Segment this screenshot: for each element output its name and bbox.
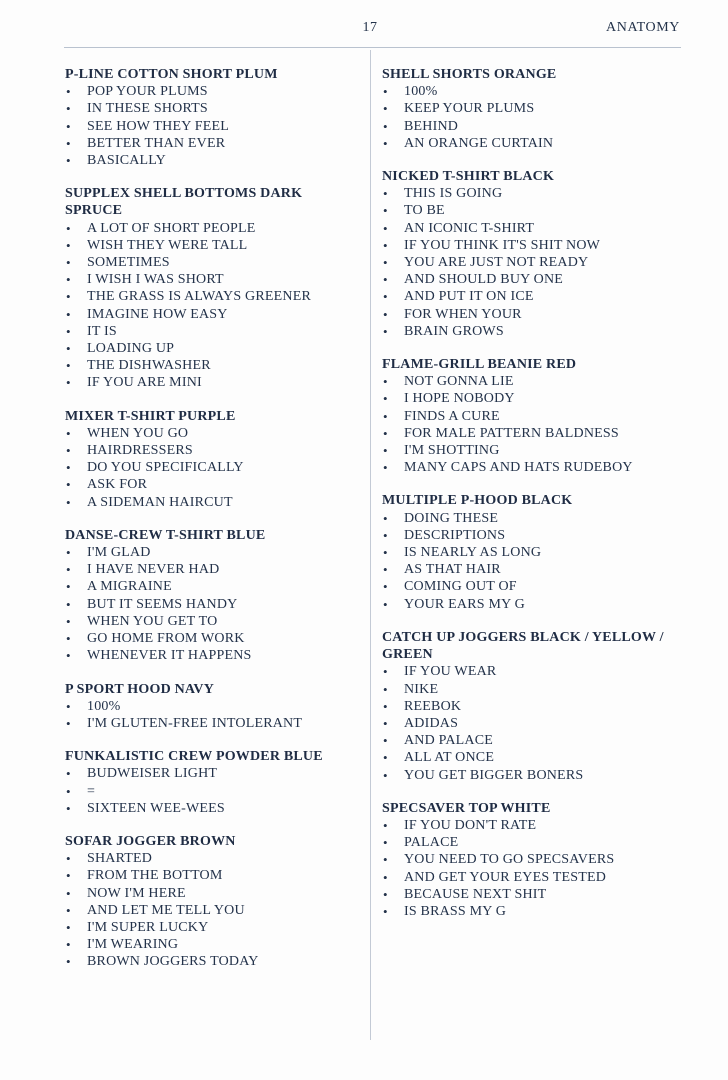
bullet-item: • FROM THE BOTTOM bbox=[65, 867, 361, 884]
bullet-item: • A LOT OF SHORT PEOPLE bbox=[65, 220, 361, 237]
bullet-item: • I'M GLUTEN-FREE INTOLERANT bbox=[65, 715, 361, 732]
bullet-item: • REEBOK bbox=[382, 698, 682, 715]
section-title: FLAME-GRILL BEANIE RED bbox=[382, 357, 577, 373]
product-section bbox=[382, 629, 682, 784]
product-section bbox=[65, 408, 361, 511]
header-rule bbox=[64, 47, 681, 48]
bullet-item: • I'M SUPER LUCKY bbox=[65, 919, 361, 936]
bullet-item: • MANY CAPS AND HATS RUDEBOY bbox=[382, 459, 682, 476]
product-section bbox=[382, 492, 682, 612]
bullet-item: • THIS IS GOING bbox=[382, 185, 682, 202]
bullet-item: • KEEP YOUR PLUMS bbox=[382, 100, 682, 117]
bullet-list bbox=[382, 817, 682, 920]
section-title: FUNKALISTIC CREW POWDER BLUE bbox=[65, 749, 323, 765]
bullet-item: • POP YOUR PLUMS bbox=[65, 83, 361, 100]
bullet-item: • YOUR EARS MY G bbox=[382, 596, 682, 613]
product-section bbox=[65, 185, 361, 391]
bullet-item: • SEE HOW THEY FEEL bbox=[65, 118, 361, 135]
bullet-item: • YOU NEED TO GO SPECSAVERS bbox=[382, 851, 682, 868]
section-title: SOFAR JOGGER BROWN bbox=[65, 833, 236, 849]
bullet-item: • WISH THEY WERE TALL bbox=[65, 237, 361, 254]
section-title: NICKED T-SHIRT BLACK bbox=[382, 169, 555, 185]
page-header bbox=[0, 0, 728, 48]
bullet-item: • DO YOU SPECIFICALLY bbox=[65, 459, 361, 476]
bullet-item: • 100% bbox=[382, 83, 682, 100]
bullet-list bbox=[382, 185, 682, 340]
section-title: P-LINE COTTON SHORT PLUM bbox=[65, 67, 278, 82]
bullet-item: • A MIGRAINE bbox=[65, 578, 361, 595]
section-title: DANSE-CREW T-SHIRT BLUE bbox=[65, 527, 266, 543]
bullet-item: • AND SHOULD BUY ONE bbox=[382, 271, 682, 288]
bullet-item: • NIKE bbox=[382, 681, 682, 698]
bullet-list bbox=[65, 544, 361, 664]
bullet-item: • I'M SHOTTING bbox=[382, 442, 682, 459]
bullet-list bbox=[65, 850, 361, 970]
bullet-item: • BROWN JOGGERS TODAY bbox=[65, 953, 361, 970]
product-section bbox=[65, 527, 361, 665]
section-title: P SPORT HOOD NAVY bbox=[65, 681, 215, 697]
bullet-item: • FINDS A CURE bbox=[382, 408, 682, 425]
bullet-item: • BUDWEISER LIGHT bbox=[65, 765, 361, 782]
bullet-item: • BRAIN GROWS bbox=[382, 323, 682, 340]
bullet-item: • BETTER THAN EVER bbox=[65, 135, 361, 152]
bullet-item: • PALACE bbox=[382, 834, 682, 851]
product-section bbox=[382, 800, 682, 920]
section-title: CATCH UP JOGGERS BLACK / YELLOW / GREEN bbox=[382, 629, 664, 663]
bullet-item: • GO HOME FROM WORK bbox=[65, 630, 361, 647]
bullet-item: • AND GET YOUR EYES TESTED bbox=[382, 869, 682, 886]
bullet-item: • YOU ARE JUST NOT READY bbox=[382, 254, 682, 271]
bullet-item: • ADIDAS bbox=[382, 715, 682, 732]
bullet-item: • AS THAT HAIR bbox=[382, 561, 682, 578]
bullet-item: • NOT GONNA LIE bbox=[382, 373, 682, 390]
bullet-item: • THE GRASS IS ALWAYS GREENER bbox=[65, 288, 361, 305]
bullet-item: • IS NEARLY AS LONG bbox=[382, 544, 682, 561]
product-section bbox=[65, 748, 361, 817]
section-title: SPECSAVER TOP WHITE bbox=[382, 800, 551, 816]
bullet-item: • IT IS bbox=[65, 323, 361, 340]
bullet-item: • AND PUT IT ON ICE bbox=[382, 288, 682, 305]
section-title: SHELL SHORTS ORANGE bbox=[382, 67, 557, 82]
bullet-item: • BECAUSE NEXT SHIT bbox=[382, 886, 682, 903]
bullet-item: • IN THESE SHORTS bbox=[65, 100, 361, 117]
column-divider bbox=[370, 50, 371, 1040]
bullet-item: • AND PALACE bbox=[382, 732, 682, 749]
bullet-list bbox=[65, 220, 361, 392]
bullet-item: • 100% bbox=[65, 698, 361, 715]
bullet-list bbox=[65, 698, 361, 732]
bullet-item: • SHARTED bbox=[65, 850, 361, 867]
bullet-item: • HAIRDRESSERS bbox=[65, 442, 361, 459]
product-section bbox=[382, 66, 682, 152]
bullet-item: • DOING THESE bbox=[382, 510, 682, 527]
bullet-list bbox=[382, 510, 682, 613]
bullet-item: • LOADING UP bbox=[65, 340, 361, 357]
bullet-list bbox=[65, 765, 361, 817]
bullet-item: • AND LET ME TELL YOU bbox=[65, 902, 361, 919]
bullet-item: • BASICALLY bbox=[65, 152, 361, 169]
bullet-item: • ASK FOR bbox=[65, 476, 361, 493]
bullet-list bbox=[65, 425, 361, 511]
section-title: MULTIPLE P-HOOD BLACK bbox=[382, 493, 573, 509]
product-section bbox=[65, 681, 361, 733]
bullet-item: • BEHIND bbox=[382, 118, 682, 135]
bullet-item: • I'M WEARING bbox=[65, 936, 361, 953]
bullet-item: • WHEN YOU GO bbox=[65, 425, 361, 442]
bullet-item: • YOU GET BIGGER BONERS bbox=[382, 767, 682, 784]
bullet-item: • A SIDEMAN HAIRCUT bbox=[65, 494, 361, 511]
bullet-item: • WHEN YOU GET TO bbox=[65, 613, 361, 630]
bullet-item: • FOR WHEN YOUR bbox=[382, 306, 682, 323]
right-column bbox=[382, 66, 682, 936]
bullet-item: • BUT IT SEEMS HANDY bbox=[65, 596, 361, 613]
bullet-item: • SOMETIMES bbox=[65, 254, 361, 271]
bullet-item: • IMAGINE HOW EASY bbox=[65, 306, 361, 323]
bullet-item: • I HAVE NEVER HAD bbox=[65, 561, 361, 578]
bullet-item: • IS BRASS MY G bbox=[382, 903, 682, 920]
bullet-item: • NOW I'M HERE bbox=[65, 885, 361, 902]
product-section bbox=[382, 356, 682, 476]
product-section bbox=[65, 833, 361, 971]
running-head: ANATOMY bbox=[606, 20, 680, 35]
bullet-item: • FOR MALE PATTERN BALDNESS bbox=[382, 425, 682, 442]
bullet-item: • I'M GLAD bbox=[65, 544, 361, 561]
section-title: MIXER T-SHIRT PURPLE bbox=[65, 408, 236, 424]
bullet-item: • I WISH I WAS SHORT bbox=[65, 271, 361, 288]
section-title: SUPPLEX SHELL BOTTOMS DARK SPRUCE bbox=[65, 186, 303, 219]
bullet-item: • AN ICONIC T-SHIRT bbox=[382, 220, 682, 237]
product-section bbox=[65, 66, 361, 169]
bullet-list bbox=[382, 373, 682, 476]
bullet-item: • AN ORANGE CURTAIN bbox=[382, 135, 682, 152]
product-section bbox=[382, 168, 682, 340]
bullet-list bbox=[65, 83, 361, 169]
bullet-item: • IF YOU THINK IT'S SHIT NOW bbox=[382, 237, 682, 254]
bullet-item: • SIXTEEN WEE-WEES bbox=[65, 800, 361, 817]
bullet-item: • WHENEVER IT HAPPENS bbox=[65, 647, 361, 664]
bullet-item: • IF YOU DON'T RATE bbox=[382, 817, 682, 834]
bullet-item: • TO BE bbox=[382, 202, 682, 219]
bullet-item: • THE DISHWASHER bbox=[65, 357, 361, 374]
bullet-item: • COMING OUT OF bbox=[382, 578, 682, 595]
bullet-item: • IF YOU ARE MINI bbox=[65, 374, 361, 391]
bullet-item: • DESCRIPTIONS bbox=[382, 527, 682, 544]
bullet-item: • = bbox=[65, 783, 361, 800]
bullet-list bbox=[382, 663, 682, 783]
left-column bbox=[65, 66, 361, 987]
bullet-item: • ALL AT ONCE bbox=[382, 749, 682, 766]
bullet-item: • I HOPE NOBODY bbox=[382, 390, 682, 407]
page-number: 17 bbox=[362, 20, 378, 35]
bullet-list bbox=[382, 83, 682, 152]
bullet-item: • IF YOU WEAR bbox=[382, 663, 682, 680]
